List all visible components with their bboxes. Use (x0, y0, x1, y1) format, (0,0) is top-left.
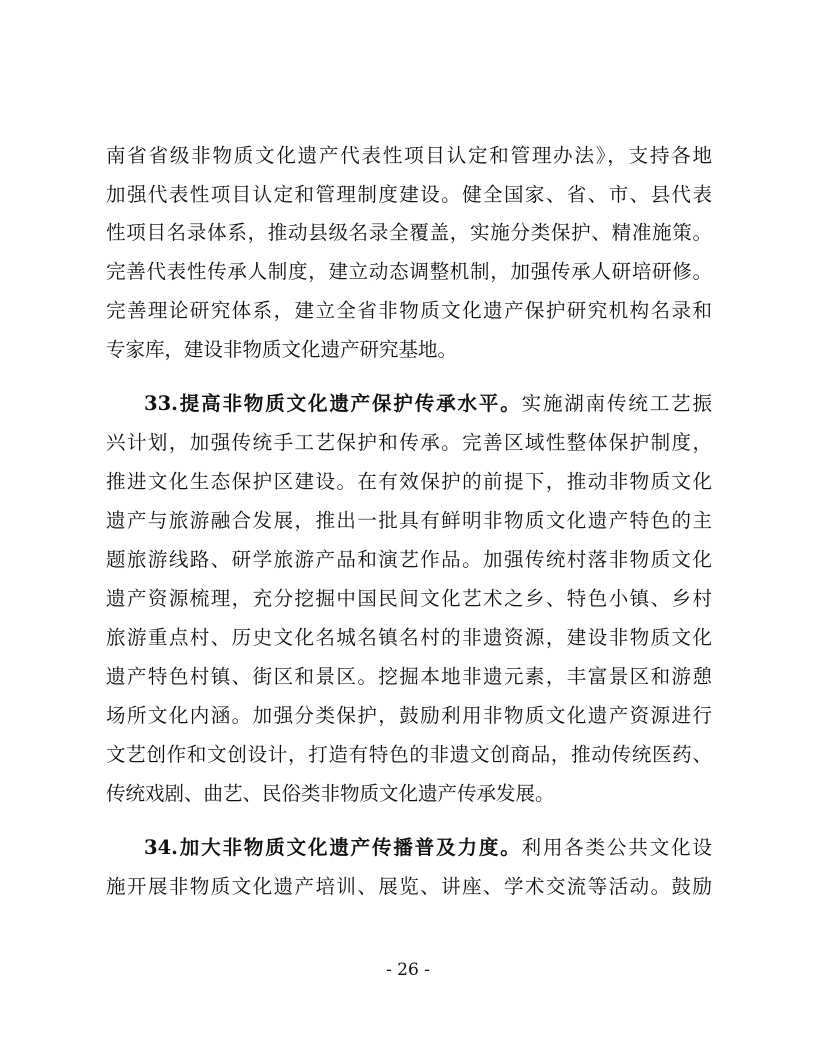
paragraph-line: 题旅游线路、研学旅游产品和演艺作品。加强传统村落非物质文化 (106, 548, 712, 571)
paragraph-line: 遗产特色村镇、街区和景区。挖掘本地非遗元素，丰富景区和游憩 (106, 665, 712, 688)
paragraph-line: 完善理论研究体系，建立全省非物质文化遗产保护研究机构名录和 (106, 299, 712, 322)
paragraph-line: 传统戏剧、曲艺、民俗类非物质文化遗产传承发展。 (106, 782, 555, 805)
paragraph-first-line (144, 833, 712, 863)
paragraph-first-line (144, 389, 712, 419)
paragraph-line: 遗产与旅游融合发展，推出一批具有鲜明非物质文化遗产特色的主 (106, 509, 712, 532)
paragraph-line: 完善代表性传承人制度，建立动态调整机制，加强传承人研培研修。 (106, 260, 712, 283)
paragraph-text: 实施湖南传统工艺振 (521, 392, 712, 415)
paragraph-line: 文艺创作和文创设计，打造有特色的非遗文创商品，推动传统医药、 (106, 743, 712, 766)
paragraph-text: 利用各类公共文化设 (521, 836, 712, 859)
paragraph-line: 推进文化生态保护区建设。在有效保护的前提下，推动非物质文化 (106, 470, 712, 493)
paragraph-line: 性项目名录体系，推动县级名录全覆盖，实施分类保护、精准施策。 (106, 221, 712, 244)
section-heading: 33.提高非物质文化遗产保护传承水平。 (144, 392, 522, 415)
section-heading: 34.加大非物质文化遗产传播普及力度。 (144, 836, 522, 859)
paragraph-line: 兴计划，加强传统手工艺保护和传承。完善区域性整体保护制度， (106, 431, 712, 454)
paragraph-line: 施开展非物质文化遗产培训、展览、讲座、学术交流等活动。鼓励 (106, 875, 712, 898)
paragraph-line: 南省省级非物质文化遗产代表性项目认定和管理办法》，支持各地 (106, 144, 712, 167)
page-number: - 26 - (386, 960, 430, 980)
paragraph-line: 遗产资源梳理，充分挖掘中国民间文化艺术之乡、特色小镇、乡村 (106, 587, 712, 610)
paragraph-line: 场所文化内涵。加强分类保护，鼓励利用非物质文化遗产资源进行 (106, 704, 712, 727)
paragraph-line: 加强代表性项目认定和管理制度建设。健全国家、省、市、县代表 (106, 183, 712, 206)
paragraph-line: 旅游重点村、历史文化名城名镇名村的非遗资源，建设非物质文化 (106, 626, 712, 649)
paragraph-line: 专家库，建设非物质文化遗产研究基地。 (106, 338, 458, 361)
